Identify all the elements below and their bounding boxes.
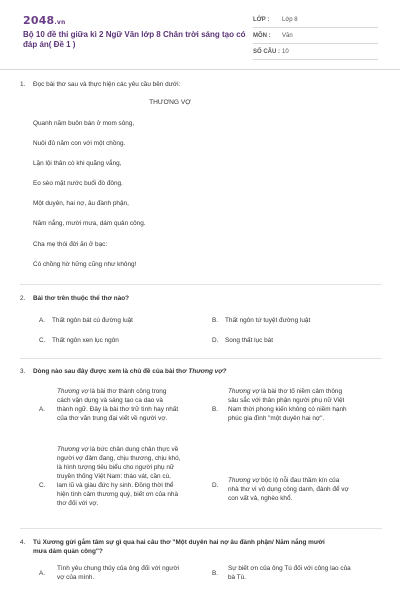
question-prompt: Tú Xương gửi gắm tâm sự gì qua hai câu thơ "Một duyên hai nợ âu đành phận/ Năm nắng mười mưa dám quản công"?: [33, 539, 325, 555]
answer-option-c[interactable]: [39, 445, 211, 511]
question-prompt: Bài thơ trên thuộc thể thơ nào?: [33, 295, 130, 302]
meta-count-row: [253, 44, 378, 60]
meta-subject-value: Văn: [282, 32, 293, 39]
option-letter: B.: [212, 317, 219, 324]
question-number: 3.: [20, 368, 26, 375]
poem-line: Có chồng hờ hững cũng như không!: [33, 261, 137, 268]
option-letter: C.: [39, 482, 46, 489]
option-letter: A.: [39, 570, 46, 577]
poem-line: Eo sèo mặt nước buổi đò đông.: [33, 180, 123, 187]
option-letter: A.: [39, 406, 46, 413]
meta-count-key: SỐ CÂU :: [253, 48, 280, 55]
answer-option-a[interactable]: [39, 387, 211, 437]
option-text: Thất ngôn tứ tuyệt đường luật: [225, 317, 311, 324]
question-divider: [20, 528, 382, 529]
meta-class-row: [253, 12, 378, 28]
meta-count-value: 10: [282, 48, 289, 55]
option-letter: B.: [212, 570, 219, 577]
poem-line: Lặn lội thân cò khi quãng vắng,: [33, 160, 122, 167]
option-letter: D.: [212, 482, 219, 489]
meta-class-value: Lớp 8: [282, 16, 298, 23]
option-text: Song thất lục bát: [225, 337, 273, 344]
document-meta: [253, 12, 378, 60]
poem-line: Nuôi đủ năm con với một chồng.: [33, 140, 126, 147]
question-prompt: Dòng nào sau đây được xem là chủ đề của bài thơ Thương vợ?: [33, 368, 227, 375]
option-text: Thương vợ bộc lộ nỗi đau thầm kín của nhà thơ vì vô dụng công danh, đành để vợ con vất vả, nghèo khổ.: [228, 477, 349, 502]
poem-line: Một duyên, hai nợ, âu đành phận,: [33, 200, 129, 207]
option-text: Thương vợ là bài thơ thành công trong cách vận dụng và sáng tạo ca dao và thành ngữ. Đây là bài thơ trữ tình hay nhất của thơ văn trung đại viết về người vợ.: [57, 388, 179, 422]
option-letter: D.: [212, 337, 219, 344]
question-divider: [20, 284, 382, 285]
answer-option-b[interactable]: [212, 564, 382, 584]
poem-line: Quanh năm buôn bán ở mom sông,: [33, 120, 135, 127]
question-prompt: Đọc bài thơ sau và thực hiện các yêu cầu bên dưới:: [33, 81, 181, 88]
header-divider: [0, 69, 400, 70]
question-divider: [20, 358, 382, 359]
document-title: Bộ 10 đề thi giữa kì 2 Ngữ Văn lớp 8 Chân trời sáng tạo có đáp án( Đề 1 ): [23, 30, 246, 49]
document-header: [0, 0, 400, 62]
option-letter: C.: [39, 337, 46, 344]
answer-option-a[interactable]: [39, 564, 211, 584]
answer-option-d[interactable]: [212, 477, 382, 511]
meta-subject-key: MÔN :: [253, 32, 271, 39]
poem-line: Cha mẹ thói đời ăn ở bạc:: [33, 241, 108, 248]
option-text: Sự biết ơn của ông Tú đối với công lao của bà Tú.: [228, 565, 351, 581]
option-text: Thương vợ là bài thơ tố niềm cảm thông sâu sắc với thân phận người phụ nữ Việt Nam thời phong kiến không có niềm hạnh phúc gia đình "một duyên hai nợ".: [228, 388, 347, 422]
option-text: Thất ngôn xen lục ngôn: [52, 337, 119, 344]
poem-title: THƯƠNG VỢ: [149, 99, 191, 106]
answer-option-b[interactable]: [212, 387, 382, 437]
question-number: 2.: [20, 295, 26, 302]
meta-subject-row: [253, 28, 378, 44]
meta-class-key: LỚP :: [253, 16, 270, 23]
option-letter: B.: [212, 406, 219, 413]
site-logo[interactable]: 2048.vn: [23, 14, 66, 27]
poem-line: Năm nắng, mười mưa, dám quản công.: [33, 220, 146, 227]
option-text: Thương vợ là bức chân dung chân thực về người vợ đảm đang, chịu thương, chịu khó, là hình tượng tiêu biểu cho người phụ nữ truyền thống Việt Nam: tháo vát, cần cù, lam lũ và giàu đức hy sinh. Đồng thời thể hiện tình cảm thương quý, biết ơn của nhà thơ đối với vợ.: [57, 446, 181, 507]
question-number: 1.: [20, 81, 26, 88]
question-number: 4.: [20, 539, 26, 546]
option-text: Tình yêu chung thủy của ông đối với người vợ của mình.: [57, 565, 180, 581]
option-text: Thất ngôn bát cú đường luật: [52, 317, 133, 324]
option-letter: A.: [39, 317, 46, 324]
